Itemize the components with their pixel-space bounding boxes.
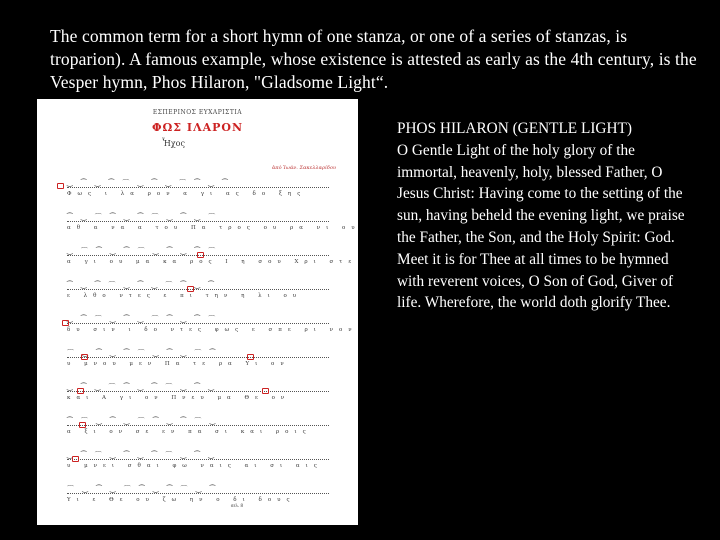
- red-mark-icon: [187, 286, 194, 292]
- score-neumes: ‿ ⁀ ‿ ⁀ ⌒ ‿ ⁀ ‿ ⌒ ⁀ ‿ ⁀: [67, 179, 329, 188]
- translation-block: [397, 118, 697, 314]
- red-mark-icon: [197, 252, 204, 258]
- score-syllables: α ξι ον σε εν πα σι και ροις: [67, 429, 312, 435]
- score-syllables: υ μνου μεν Πα τε ρα Υι ον: [67, 361, 290, 367]
- score-syllables: αθ α να α του Πα τρος ου ρα νι ου: [67, 225, 361, 231]
- score-mode: Ἦχος: [162, 139, 185, 148]
- score-neumes: ⌒ ‿ ⁀ ‿ ⁀ ⌒ ‿ ⁀ ‿ ⌒ ⁀: [67, 349, 329, 358]
- score-line: [67, 485, 329, 503]
- translation-body: O Gentle Light of the holy glory of the immortal, heavenly, holy, blessed Father, O Jesus Christ: Having come to the setting of the sun, having beheld the evening light, we praise the Father, the Son, and the Holy Spirit: God. Meet it is for Thee at all times to be hymned with reverent voices, O Son of God, Giver of life. Wherefore, the world doth glorify Thee.: [397, 141, 685, 312]
- red-mark-icon: [262, 388, 269, 394]
- score-line: [67, 281, 329, 299]
- score-composer: ἀπὸ Ἰωάν. Σακελλαρίδου: [271, 165, 336, 171]
- red-mark-icon: [77, 388, 84, 394]
- score-neumes: ‿ ⌒ ⁀ ‿ ⁀ ⌒ ‿ ⁀ ‿ ⁀ ⌒: [67, 247, 329, 256]
- score-line: [67, 383, 329, 401]
- score-neumes: ⌒ ‿ ⁀ ‿ ⌒ ⁀ ‿ ⁀ ⌒ ‿ ⁀: [67, 485, 329, 494]
- score-line: [67, 179, 329, 197]
- score-neumes: ⁀ ‿ ⁀ ⌒ ‿ ⁀ ‿ ⌒ ⁀ ‿ ⁀: [67, 281, 329, 290]
- red-mark-icon: [57, 183, 64, 189]
- intro-text: The common term for a short hymn of one stanza, or one of a series of stanzas, is troparion). A famous example, whose existence is attested as early as the 4th century, is the Vesper hymn, Phos Hilaron, "Gladsome Light“.: [50, 26, 697, 92]
- score-neumes: ‿ ⁀ ‿ ⌒ ⁀ ‿ ⁀ ⌒ ‿ ⁀ ‿: [67, 383, 329, 392]
- score-syllables: ε λθο ντες ε πι την η λι ου: [67, 293, 303, 299]
- red-mark-icon: [247, 354, 254, 360]
- score-neumes: ‿ ⁀ ⌒ ‿ ⁀ ‿ ⌒ ⁀ ‿ ⁀ ⌒: [67, 315, 329, 324]
- score-neumes: ⁀ ⌒ ‿ ⁀ ‿ ⌒ ⁀ ‿ ⁀ ⌒ ‿: [67, 417, 329, 426]
- red-mark-icon: [79, 422, 86, 428]
- score-page-number: σελ. 8: [230, 504, 243, 509]
- score-line: [67, 451, 329, 469]
- translation-title: PHOS HILARON (GENTLE LIGHT): [397, 120, 632, 137]
- score-syllables: Φως ι λα ρον α γι ας δο ξης: [67, 191, 307, 197]
- score-syllables: Υι ε Θε ου ζω ην ο δι δους: [67, 497, 296, 503]
- score-line: [67, 213, 361, 231]
- music-score-image: [37, 99, 361, 525]
- score-syllables: και Α γι ον Πνευ μα Θε ον: [67, 395, 291, 401]
- score-syllables: α γι ου μα κα ρος Ι η σου Χρι στε: [67, 259, 358, 265]
- score-neumes: ‿ ⁀ ⌒ ‿ ⁀ ‿ ⁀ ⌒ ‿ ⁀ ‿: [67, 451, 329, 460]
- score-line: [67, 349, 329, 367]
- score-title: ΦΩΣ ΙΛΑΡΟΝ: [151, 121, 244, 134]
- red-mark-icon: [81, 354, 88, 360]
- score-line: [67, 315, 358, 333]
- score-syllables: υ μνει σθαι φω ναις αι σι αις: [67, 463, 323, 469]
- score-syllables: δυ σιν ι δο ντες φως ε σπε ρι νον: [67, 327, 358, 333]
- red-mark-icon: [62, 320, 69, 326]
- score-line: [67, 417, 329, 435]
- score-neumes: ⁀ ‿ ⌒ ⁀ ‿ ⁀ ⌒ ‿ ⁀ ‿ ⌒: [67, 213, 329, 222]
- score-header-small: ΕΣΠΕΡΙΝΟΣ ΕΥΧΑΡΙΣΤΙΑ: [152, 109, 243, 116]
- red-mark-icon: [72, 456, 79, 462]
